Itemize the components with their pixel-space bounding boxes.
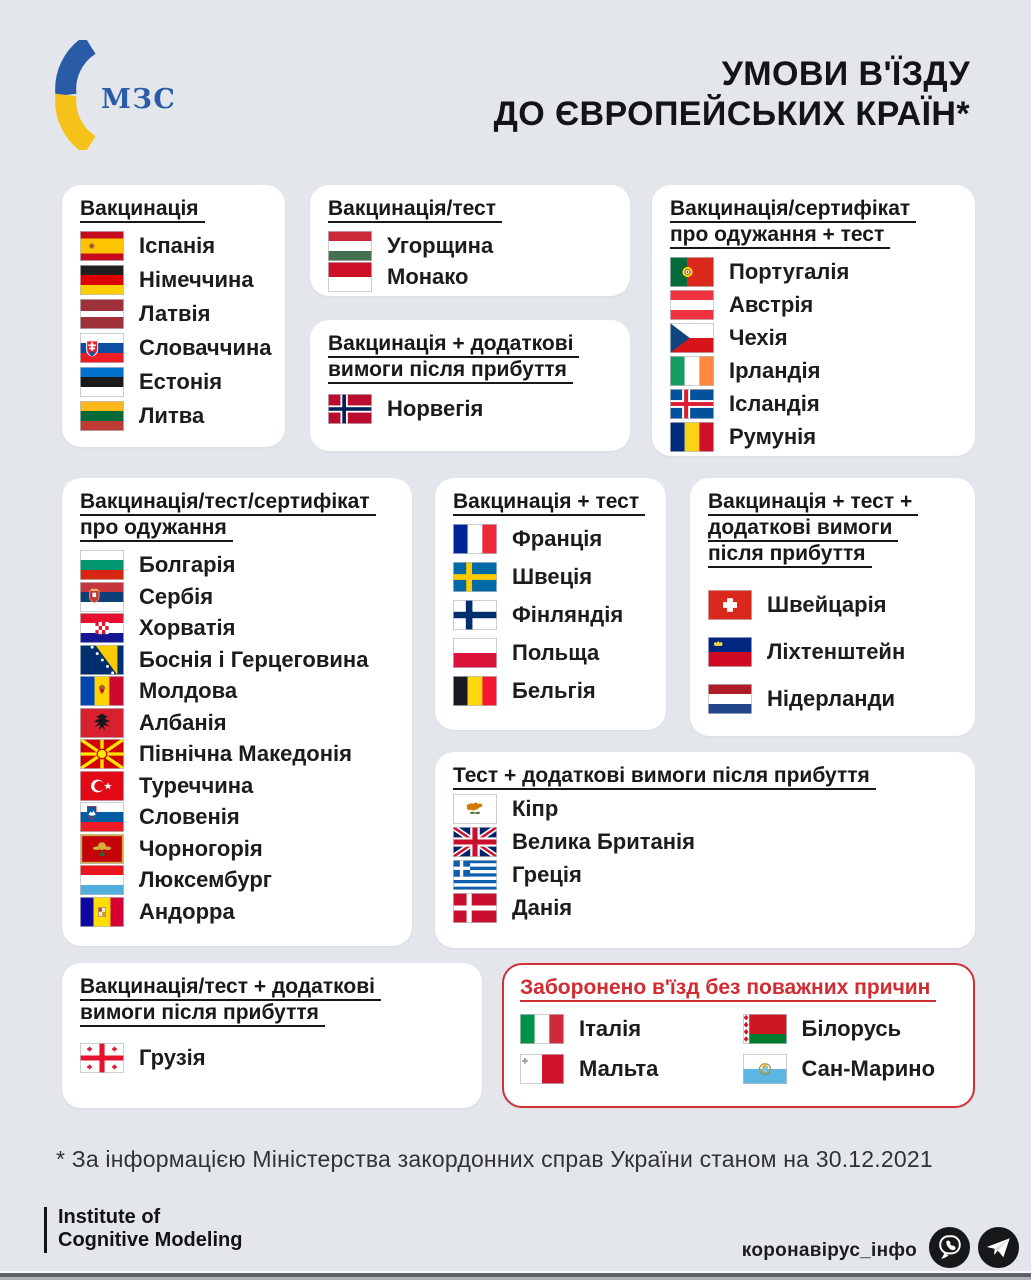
flag-denmark-icon bbox=[453, 893, 497, 923]
card-heading-line: Тест + додаткові вимоги після прибуття bbox=[453, 766, 876, 790]
country-row bbox=[80, 582, 394, 612]
country-name: Сербія bbox=[139, 583, 214, 609]
country-name: Андорра bbox=[139, 898, 235, 924]
country-name: Ірландія bbox=[729, 358, 821, 383]
card-heading-line: Вакцинація + тест + bbox=[708, 492, 918, 516]
card-heading-line: вимоги після прибуття bbox=[328, 360, 573, 384]
country-row bbox=[80, 771, 394, 801]
flag-germany-icon bbox=[80, 265, 124, 295]
country-name: Нідерланди bbox=[767, 686, 896, 711]
country-row bbox=[453, 600, 648, 630]
flag-andorra-icon bbox=[80, 897, 124, 927]
flag-georgia-icon bbox=[80, 1043, 124, 1073]
flag-sweden-icon bbox=[453, 562, 497, 592]
country-row bbox=[453, 794, 957, 824]
country-name: Хорватія bbox=[139, 615, 236, 640]
country-row bbox=[670, 356, 957, 386]
flag-netherlands-icon bbox=[708, 684, 752, 714]
flag-belarus-icon bbox=[743, 1014, 787, 1044]
country-name: Албанія bbox=[139, 709, 227, 735]
mfa-logo-arc bbox=[55, 40, 97, 150]
country-name: Туреччина bbox=[139, 772, 254, 798]
country-name: Велика Британія bbox=[512, 829, 696, 854]
country-row bbox=[328, 262, 612, 292]
country-name: Фінляндія bbox=[512, 602, 624, 627]
card-vaccination-certificate-test bbox=[652, 185, 975, 456]
flag-iceland-icon bbox=[670, 389, 714, 419]
card-entry-banned bbox=[502, 963, 975, 1108]
card-heading-line: Вакцинація bbox=[80, 199, 205, 223]
country-name: Чорногорія bbox=[139, 835, 263, 861]
flag-bulgaria-icon bbox=[80, 550, 124, 580]
country-name: Швейцарія bbox=[767, 592, 887, 617]
country-name: Словенія bbox=[139, 804, 240, 829]
flag-moldova-icon bbox=[80, 676, 124, 706]
flag-romania-icon bbox=[670, 422, 714, 452]
publisher-line-1: Institute of bbox=[58, 1206, 161, 1228]
country-row bbox=[743, 1054, 958, 1084]
card-heading-line: Вакцинація/сертифікат bbox=[670, 199, 916, 223]
country-name: Болгарія bbox=[139, 552, 236, 577]
country-name: Угорщина bbox=[387, 233, 494, 258]
country-name: Словаччина bbox=[139, 335, 272, 360]
flag-hungary-icon bbox=[328, 231, 372, 261]
country-name: Естонія bbox=[139, 369, 223, 394]
card-heading-line: Заборонено в'їзд без поважних причин bbox=[520, 978, 936, 1002]
country-name: Ліхтенштейн bbox=[767, 639, 906, 664]
country-name: Монако bbox=[387, 264, 469, 289]
country-name: Литва bbox=[139, 403, 205, 428]
flag-portugal-icon bbox=[670, 257, 714, 287]
country-name: Ісландія bbox=[729, 391, 820, 416]
country-row bbox=[80, 333, 272, 363]
country-name: Норвегія bbox=[387, 396, 484, 421]
flag-belgium-icon bbox=[453, 676, 497, 706]
card-heading-line: про одужання bbox=[80, 518, 233, 542]
title-line-2: ДО ЄВРОПЕЙСЬКИХ КРАЇН* bbox=[493, 95, 970, 133]
country-name: Кіпр bbox=[512, 796, 559, 821]
footnote: * За інформацією Міністерства закордонних справ України станом на 30.12.2021 bbox=[56, 1146, 933, 1172]
page-title bbox=[494, 54, 970, 134]
country-name: Німеччина bbox=[139, 267, 254, 292]
flag-finland-icon bbox=[453, 600, 497, 630]
country-row bbox=[328, 394, 612, 424]
card-vaccination-extra-requirements bbox=[310, 320, 630, 451]
country-name: Боснія і Герцеговина bbox=[139, 646, 369, 672]
flag-monaco-icon bbox=[328, 262, 372, 292]
card-vaccination bbox=[62, 185, 285, 447]
country-name: Португалія bbox=[729, 259, 850, 284]
card-vaccination-test-extra-requirements bbox=[690, 478, 975, 736]
country-row bbox=[80, 802, 394, 832]
country-name: Данія bbox=[512, 895, 573, 920]
flag-austria-icon bbox=[670, 290, 714, 320]
country-row bbox=[708, 637, 957, 667]
flag-czechia-icon bbox=[670, 323, 714, 353]
flag-spain-icon bbox=[80, 231, 124, 261]
country-name: Білорусь bbox=[801, 1016, 902, 1041]
country-name: Австрія bbox=[729, 292, 814, 317]
flag-latvia-icon bbox=[80, 299, 124, 329]
country-row bbox=[80, 265, 267, 295]
card-heading-line: вимоги після прибуття bbox=[80, 1003, 325, 1027]
country-row bbox=[80, 834, 394, 864]
flag-bosnia-icon bbox=[80, 645, 124, 675]
country-row bbox=[453, 827, 957, 857]
country-row bbox=[453, 638, 648, 668]
country-name: Північна Македонія bbox=[139, 741, 352, 766]
country-row bbox=[80, 613, 394, 643]
country-row bbox=[670, 389, 957, 419]
country-name: Молдова bbox=[139, 678, 238, 703]
flag-france-icon bbox=[453, 524, 497, 554]
card-heading-line: Вакцинація/тест + додаткові bbox=[80, 977, 381, 1001]
card-vaccination-or-test-extra-requirements bbox=[62, 963, 482, 1108]
flag-poland-icon bbox=[453, 638, 497, 668]
country-row bbox=[708, 590, 957, 620]
country-row bbox=[743, 1014, 958, 1044]
viber-icon bbox=[928, 1226, 971, 1269]
publisher-line-2: Cognitive Modeling bbox=[58, 1229, 243, 1251]
card-heading-line: після прибуття bbox=[708, 544, 872, 568]
country-name: Чехія bbox=[729, 325, 788, 350]
flag-luxembourg-icon bbox=[80, 865, 124, 895]
country-row bbox=[80, 865, 394, 895]
flag-croatia-icon bbox=[80, 613, 124, 643]
card-heading-line: Вакцинація/тест bbox=[328, 199, 502, 223]
country-row bbox=[670, 422, 957, 452]
bottom-edge-strip bbox=[0, 1271, 1031, 1280]
publisher-name bbox=[58, 1206, 242, 1252]
country-row bbox=[453, 524, 648, 554]
flag-macedonia-icon bbox=[80, 739, 124, 769]
country-row bbox=[80, 299, 267, 329]
channel-name: коронавірус_інфо bbox=[741, 1240, 917, 1261]
country-name: Швеція bbox=[512, 564, 593, 589]
country-name: Мальта bbox=[579, 1056, 659, 1081]
card-heading-line: Вакцинація + тест bbox=[453, 492, 645, 516]
country-row bbox=[80, 367, 267, 397]
country-row bbox=[80, 897, 394, 927]
country-name: Грузія bbox=[139, 1045, 206, 1070]
country-row bbox=[453, 676, 648, 706]
country-row bbox=[453, 562, 648, 592]
flag-montenegro-icon bbox=[80, 834, 124, 864]
flag-slovakia-icon bbox=[80, 333, 124, 363]
country-row bbox=[80, 231, 267, 261]
country-row bbox=[520, 1014, 735, 1044]
country-row bbox=[670, 257, 957, 287]
title-line-1: УМОВИ В'ЇЗДУ bbox=[721, 55, 970, 93]
card-heading-line: Вакцинація/тест/сертифікат bbox=[80, 492, 376, 516]
country-row bbox=[80, 676, 394, 706]
flag-ireland-icon bbox=[670, 356, 714, 386]
country-row bbox=[328, 231, 612, 261]
country-row bbox=[80, 739, 394, 769]
country-name: Румунія bbox=[729, 424, 817, 449]
country-row bbox=[80, 708, 394, 738]
flag-estonia-icon bbox=[80, 367, 124, 397]
flag-serbia-icon bbox=[80, 582, 124, 612]
card-vaccination-plus-test bbox=[435, 478, 666, 730]
country-name: Латвія bbox=[139, 301, 211, 326]
country-row bbox=[453, 860, 957, 890]
country-row bbox=[708, 684, 957, 714]
country-row bbox=[453, 893, 957, 923]
country-name: Сан-Марино bbox=[801, 1056, 936, 1081]
publisher-divider bbox=[44, 1207, 47, 1253]
country-name: Італія bbox=[579, 1016, 642, 1041]
country-name: Польща bbox=[512, 640, 600, 665]
country-name: Бельгія bbox=[512, 678, 596, 703]
country-row bbox=[520, 1054, 735, 1084]
flag-sanmarino-icon bbox=[743, 1054, 787, 1084]
country-name: Франція bbox=[512, 526, 603, 551]
flag-malta-icon bbox=[520, 1054, 564, 1084]
card-heading-line: додаткові вимоги bbox=[708, 518, 898, 542]
country-row bbox=[670, 290, 957, 320]
card-test-extra-requirements bbox=[435, 752, 975, 948]
country-name: Греція bbox=[512, 862, 582, 887]
country-name: Іспанія bbox=[139, 233, 216, 258]
card-heading-line: про одужання + тест bbox=[670, 225, 890, 249]
flag-greece-icon bbox=[453, 860, 497, 890]
flag-albania-icon bbox=[80, 708, 124, 738]
flag-italy-icon bbox=[520, 1014, 564, 1044]
flag-switzerland-icon bbox=[708, 590, 752, 620]
flag-cyprus-icon bbox=[453, 794, 497, 824]
country-row bbox=[80, 645, 394, 675]
country-name: Люксембург bbox=[139, 867, 272, 892]
flag-liechtenstein-icon bbox=[708, 637, 752, 667]
country-row bbox=[670, 323, 957, 353]
country-row bbox=[80, 1043, 464, 1073]
country-row bbox=[80, 550, 394, 580]
telegram-icon bbox=[977, 1226, 1020, 1269]
mfa-logo-text: МЗС bbox=[101, 84, 177, 115]
flag-slovenia-icon bbox=[80, 802, 124, 832]
card-heading-line: Вакцинація + додаткові bbox=[328, 334, 579, 358]
flag-lithuania-icon bbox=[80, 401, 124, 431]
country-row bbox=[80, 401, 267, 431]
card-vaccination-test-certificate bbox=[62, 478, 412, 946]
flag-uk-icon bbox=[453, 827, 497, 857]
card-vaccination-test bbox=[310, 185, 630, 296]
flag-turkey-icon bbox=[80, 771, 124, 801]
flag-norway-icon bbox=[328, 394, 372, 424]
